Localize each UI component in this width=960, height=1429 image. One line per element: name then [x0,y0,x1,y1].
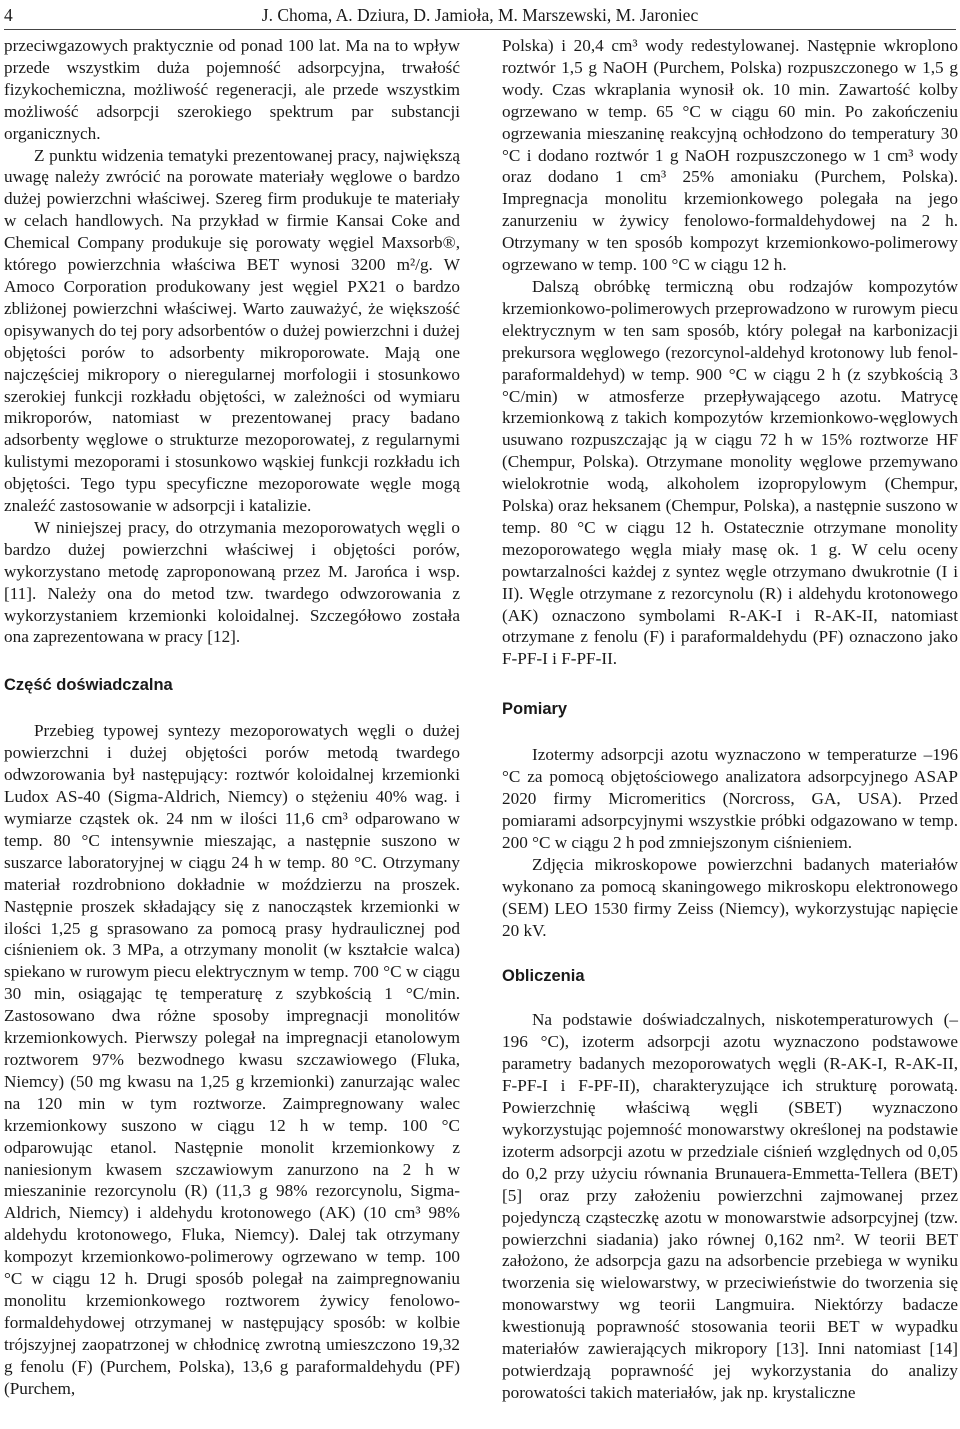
left-column [4,35,460,1399]
paragraph: przeciwgazowych praktycznie od ponad 100 lat. Ma na to wpływ przede wszystkim duża pojemność adsorpcyjna, trwałość fizykochemiczna, możliwość regeneracji, ale przede wszystkim możliwość adsorpcji szerokiego spektrum par substancji organicznych. [4,36,460,143]
running-head-authors: J. Choma, A. Dziura, D. Jamioła, M. Marszewski, M. Jaroniec [261,5,699,25]
paragraph: Polska) i 20,4 cm³ wody redestylowanej. Następnie wkroplono roztwór 1,5 g NaOH (Purchem, Polska) rozpuszczonego w 1,5 g wody. Czas wkraplania wynosił ok. 10 min. Zawartość kolby ogrzewano w temp. 65 °C w ciągu 60 min. Po zakończeniu ogrzewania mieszaninę reakcyjną ochłodzono do temperatury 30 °C i dodano roztwór 1 g NaOH rozpuszczonego w 1 cm³ wody oraz dodano 1 cm³ 25% amoniaku (Purchem, Polska). Impregnacja monolitu krzemionkowego polegała na jego zanurzeniu w żywicy fenolowo-formaldehydowej na 2 h. Otrzymany w ten sposób kompozyt krzemionkowo-polimerowy ogrzewano w temp. 100 °C w ciągu 12 h. [502,36,958,275]
paragraph: Przebieg typowej syntezy mezoporowatych węgli o dużej powierzchni i dużej objętości porów metodą twardego odwzorowania był następujący: roztwór koloidalnej krzemionki Ludox AS-40 (Sigma-Aldrich, Niemcy) o stężeniu 40% wag. i wymiarze cząstek ok. 24 nm w ilości 11,6 cm³ odparowano w temp. 80 °C intensywnie mieszając, a następnie suszono w suszarce laboratoryjnej w ciągu 24 h w temp. 80 °C. Otrzymany materiał rozdrobniono dokładnie w moździerzu na proszek. Następnie proszek składający się z nanocząstek krzemionki w ilości 1,25 g sprasowano za pomocą prasy hydraulicznej pod ciśnieniem ok. 3 MPa, a otrzymany monolit (w kształcie walca) spiekano w rurowym piecu elektrycznym w temp. 700 °C w ciągu 30 min, osiągając tę temperaturę z szybkością 1 °C/min. Zastosowano dwa różne sposoby impregnacji monolitów krzemionkowych. Pierwszy polegał na impregnacji etanolowym roztworem 97% bezwodnego kwasu szczawiowego (Fluka, Niemcy) (50 mg kwasu na 1,25 g krzemionki) zanurzając walec na 120 min w tym roztworze. Zaimpregnowany walec krzemionkowy suszono w ciągu 12 h w temp. 100 °C odparowując etanol. Następnie monolit krzemionkowy z naniesionym kwasem szczawiowym zanurzono na 2 h w mieszaninie rezorcynolu (R) (11,3 g 98% rezorcynolu, Sigma-Aldrich, Niemcy) i aldehydu krotonowego (AK) (10 cm³ 98% aldehydu krotonowego, Fluka, Niemcy). Dalej tak otrzymany kompozyt krzemionkowo-polimerowy ogrzewano w temp. 100 °C w ciągu 12 h. Drugi sposób polegał na zaimpregnowaniu monolitu krzemionkowego roztworem żywicy fenolowo-formaldehydowej otrzymanej w następujący sposób: w kolbie trójszyjnej zaopatrzonej w chłodnicę zwrotną umieszczono 19,32 g fenolu (F) (Purchem, Polska), 13,6 g paraformaldehydu (PF) (Purchem, [4,721,460,1398]
paragraph: W niniejszej pracy, do otrzymania mezoporowatych węgli o bardzo dużej powierzchni właściwej i objętości porów, wykorzystano metodę zaproponowaną przez M. Jarońca i wsp. [11]. Należy ona do metod tzw. twardego odwzorowania z wykorzystaniem krzemionki koloidalnej. Szczegółowo została ona zaprezentowana w pracy [12]. [4,517,460,647]
page-header [4,4,956,28]
paragraph: Zdjęcia mikroskopowe powierzchni badanych materiałów wykonano za pomocą skaningowego mikroskopu elektronowego (SEM) LEO 1530 firmy Zeiss (Niemcy), wykorzystując napięcie 20 kV. [502,854,958,940]
section-heading-calculations: Obliczenia [502,967,585,986]
header-rule [4,29,956,30]
paragraph: Na podstawie doświadczalnych, niskotemperaturowych (–196 °C), izoterm adsorpcji azotu wyznaczono podstawowe parametry badanych mezoporowatych węgli (R-AK-I, R-AK-II, F-PF-I i F-PF-II), charakteryzujące ich strukturę porowatą. Powierzchnię właściwą węgli (SBET) wyznaczono wykorzystując pojemność monowarstwy określonej na podstawie izoterm adsorpcji azotu w przedziale ciśnień względnych od 0,05 do 0,2 przy użyciu równania Brunauera-Emmetta-Tellera (BET) [5] oraz przy założeniu powierzchni zajmowanej przez pojedynczą cząsteczkę azotu w monowarstwie adsorpcyjnej (tzw. powierzchni siadania) jako równej 0,162 nm². W teorii BET założono, że adsorpcja gazu na adsorbencie przebiega w wyniku tworzenia się wielowarstwy, w przeciwieństwie do tworzenia się monowarstwy wg teorii Langmuira. Niektórzy badacze kwestionują poprawność stosowania teorii BET w wypadku materiałów zawierających mikropory [13]. Inni natomiast [14] potwierdzają poprawność jej wykorzystania do analizy porowatości takich materiałów, jak np. krystaliczne [502,1010,958,1402]
section-heading-experimental: Część doświadczalna [4,676,173,695]
right-column [502,35,958,1404]
section-heading-measurements: Pomiary [502,700,568,719]
page-number: 4 [4,5,13,25]
paragraph: Z punktu widzenia tematyki prezentowanej pracy, największą uwagę należy zwrócić na porowate materiały węglowe o bardzo dużej powierzchni właściwej. Szereg firm produkuje te materiały w celach handlowych. Na przykład w firmie Kansai Coke and Chemical Company produkuje się porowaty węgiel Maxsorb®, którego powierzchnia właściwa BET wynosi 3200 m²/g. W Amoco Corporation produkowany jest węgiel PX21 o bardzo zbliżonej powierzchni właściwej. Warto zauważyć, że większość opisywanych do tej pory adsorbentów o dużej powierzchni i dużej objętości porów to adsorbenty mikroporowate. Mają one najczęściej mikropory o nieregularnej morfologii i stosunkowo szerokiej funkcji rozkładu objętości, w zależności od wymiaru mikroporów, natomiast w prezentowanej pracy badano adsorbenty węglowe o strukturze mezoporowatej, z regularnymi kulistymi mezoporami i stosunkowo wąskiej funkcji rozkładu ich objętości. Tego typu specyficzne mezoporowate węgle mogą znaleźć zastosowanie w adsorpcji i katalizie. [4,145,460,516]
paragraph: Dalszą obróbkę termiczną obu rodzajów kompozytów krzemionkowo-polimerowych przeprowadzono w rurowym piecu elektrycznym w ten sam sposób, który polegał na karbonizacji prekursora węglowego (rezorcynol-aldehyd krotonowy lub fenol-paraformaldehyd) w temp. 900 °C w ciągu 2 h (z szybkością 3 °C/min) w atmosferze przepływającego azotu. Matrycę krzemionkową z takich kompozytów krzemionkowo-węglowych usuwano rozpuszczając ją w ciągu 72 h w 15% roztworze HF (Chempur, Polska). Otrzymane monolity węglowe przemywano wielokrotnie wodą, alkoholem izopropylowym (Chempur, Polska) oraz heksanem (Chempur, Polska), a następnie suszono w temp. 80 °C w ciągu 12 h. Ostatecznie otrzymane monolity mezoporowatego węgla miały masę ok. 1 g. W celu oceny powtarzalności każdej z syntez węgle otrzymano dwukrotnie (I i II). Węgle otrzymane z rezorcynolu (R) i aldehydu krotonowego (AK) oznaczono symbolami R-AK-I i R-AK-II, natomiast otrzymane z fenolu (F) i paraformaldehydu (PF) oznaczono jako F-PF-I i F-PF-II. [502,276,958,669]
paragraph: Izotermy adsorpcji azotu wyznaczono w temperaturze –196 °C za pomocą objętościowego analizatora adsorpcyjnego ASAP 2020 firmy Micromeritics (Norcross, GA, USA). Przed pomiarami adsorpcyjnymi wszystkie próbki odgazowano w temp. 200 °C w ciągu 2 h pod zmniejszonym ciśnieniem. [502,745,958,852]
